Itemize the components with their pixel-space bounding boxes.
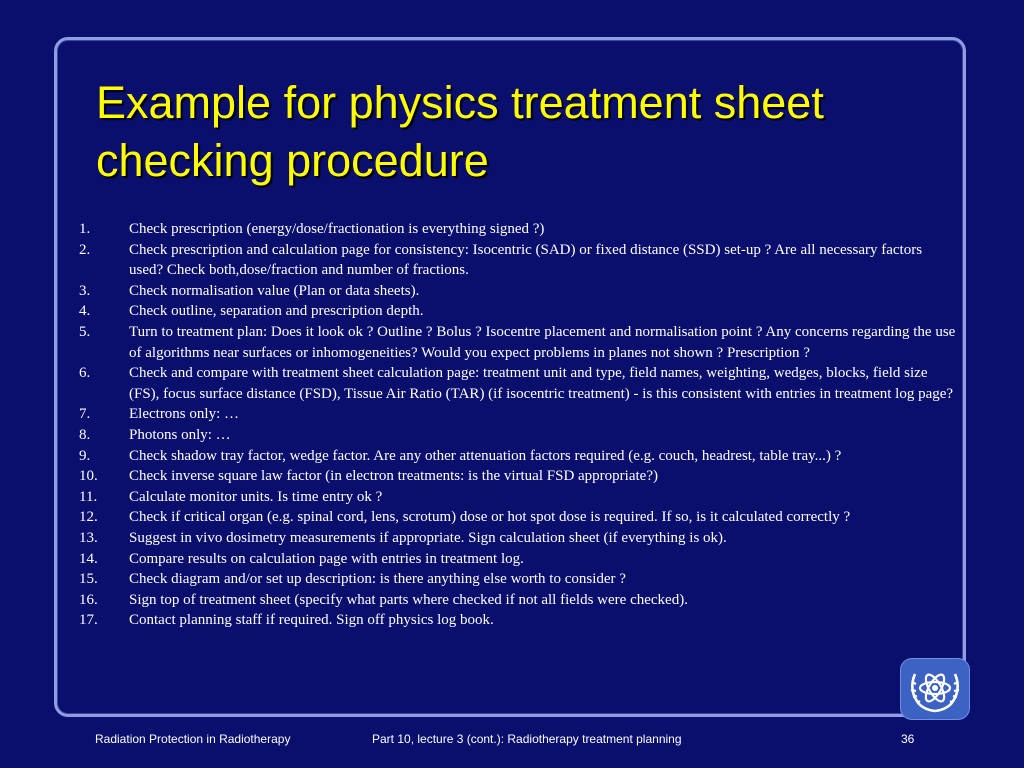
checklist-item-text: Check and compare with treatment sheet calculation page: treatment unit and type, field names, weighting, wedges, blocks, field size (FS), focus surface distance (FSD), Tissue Air Ratio (TAR) (if isocentric treatment) - is this consistent with entries in treatment log page? (129, 365, 954, 402)
checklist-item-text: Check prescription and calculation page for consistency: Isocentric (SAD) or fixed distance (SSD) set-up ? Are all necessary factors used? Check both,dose/fraction and number of fractions. (129, 241, 923, 279)
checklist-item (79, 425, 959, 446)
checklist-item-number: 17. (79, 612, 98, 629)
checklist-item-number: 15. (79, 571, 98, 588)
checklist-item-text: Photons only: … (129, 426, 231, 443)
checklist-item-number: 7. (79, 406, 91, 423)
footer-lecture-title: Part 10, lecture 3 (cont.): Radiotherapy treatment planning (372, 732, 682, 746)
checklist-item (79, 446, 959, 467)
checklist-item-number: 6. (79, 365, 91, 382)
checklist-item-number: 3. (79, 282, 91, 299)
checklist-item-text: Check diagram and/or set up description: is there anything else worth to consider ? (129, 571, 626, 588)
checklist-item (79, 610, 959, 631)
footer-page-number: 36 (901, 732, 915, 746)
checklist-item-text: Calculate monitor units. Is time entry ok ? (129, 488, 383, 505)
checklist-item-number: 2. (79, 241, 91, 258)
checklist-item-text: Compare results on calculation page with entries in treatment log. (129, 550, 524, 567)
checklist-item (79, 549, 959, 570)
checklist-item-text: Suggest in vivo dosimetry measurements if appropriate. Sign calculation sheet (if everything is ok). (129, 529, 727, 546)
checklist-item-number: 11. (79, 488, 98, 505)
checklist-item-number: 4. (79, 303, 91, 320)
checklist-item-number: 13. (79, 529, 98, 546)
checklist-item-number: 14. (79, 550, 98, 567)
checklist-item (79, 487, 959, 508)
checklist-item-text: Turn to treatment plan: Does it look ok ? Outline ? Bolus ? Isocentre placement and normalisation point ? Any concerns regarding the use of algorithms near surfaces or inhomogeneities? Would you expect problems in planes not shown ? Prescription ? (129, 323, 956, 361)
checklist-item-text: Check shadow tray factor, wedge factor. Are any other attenuation factors required (e.g. couch, headrest, table tray...) ? (129, 447, 842, 464)
checklist-item-text: Check prescription (energy/dose/fractionation is everything signed ?) (129, 221, 545, 237)
checklist-item-number: 12. (79, 509, 98, 526)
checklist-item-text: Contact planning staff if required. Sign off physics log book. (129, 612, 494, 629)
checklist-item-text: Check inverse square law factor (in electron treatments: is the virtual FSD appropriate?) (129, 468, 658, 485)
checklist-item (79, 404, 959, 425)
checklist-item (79, 569, 959, 590)
checklist-item-number: 1. (79, 221, 91, 237)
checklist-item-text: Check if critical organ (e.g. spinal cord, lens, scrotum) dose or hot spot dose is required. If so, is it calculated correctly ? (129, 509, 851, 526)
checklist-item-text: Check normalisation value (Plan or data sheets). (129, 282, 420, 299)
checklist-item (79, 528, 959, 549)
checklist-item-number: 16. (79, 591, 98, 608)
checklist-item (79, 363, 959, 404)
iaea-logo (900, 658, 970, 720)
iaea-atom-laurel-icon (905, 662, 965, 716)
checklist (79, 219, 959, 631)
checklist-item (79, 281, 959, 302)
checklist-item (79, 240, 959, 281)
checklist-item (79, 466, 959, 487)
checklist-item (79, 322, 959, 363)
checklist-item-number: 5. (79, 323, 91, 340)
checklist-item-number: 9. (79, 447, 91, 464)
checklist-item (79, 590, 959, 611)
checklist-item (79, 219, 959, 240)
checklist-item-text: Sign top of treatment sheet (specify what parts where checked if not all fields were checked). (129, 591, 688, 608)
slide-title: Example for physics treatment sheet checking procedure (96, 77, 824, 186)
footer-course-title: Radiation Protection in Radiotherapy (95, 732, 291, 746)
checklist-item (79, 301, 959, 322)
checklist-item-number: 10. (79, 468, 98, 485)
checklist-item-number: 8. (79, 426, 91, 443)
checklist-item-text: Check outline, separation and prescription depth. (129, 303, 424, 320)
checklist-item (79, 507, 959, 528)
checklist-item-text: Electrons only: … (129, 406, 239, 423)
